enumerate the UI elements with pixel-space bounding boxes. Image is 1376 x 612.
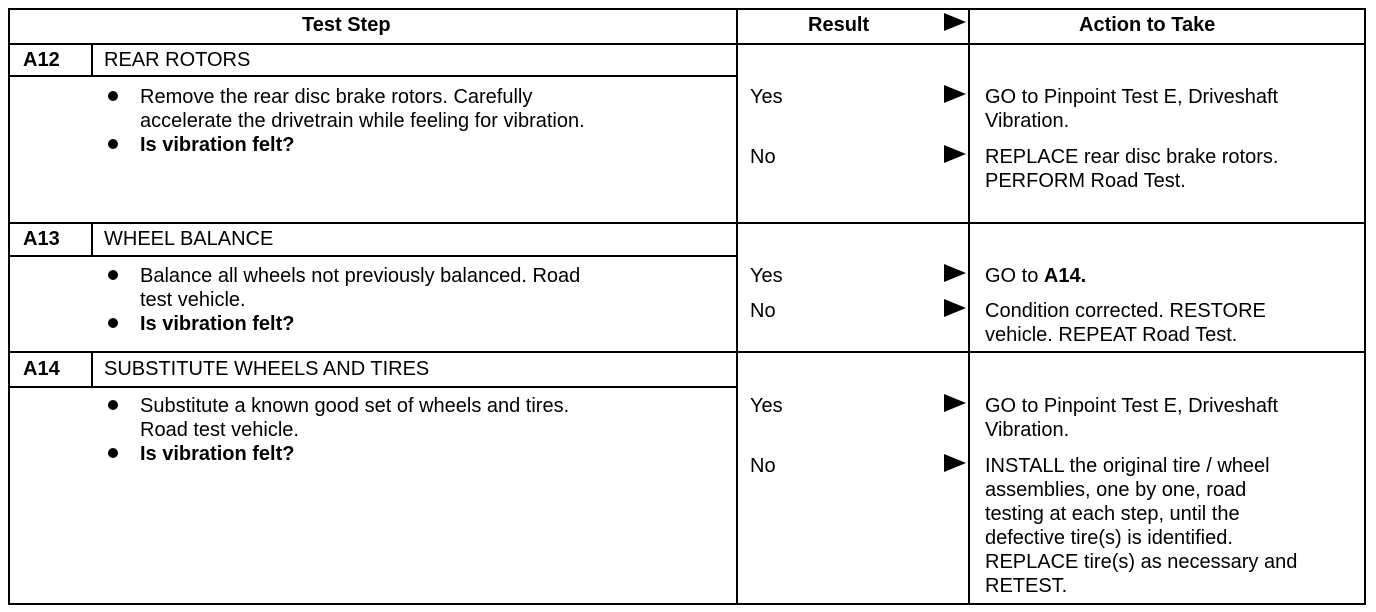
step-divider [10,222,1365,224]
instruction-line: Road test vehicle. [140,419,299,441]
result-no: No [750,455,776,477]
step-title: WHEEL BALANCE [104,228,274,250]
action-line: RETEST. [985,575,1068,597]
bullet-icon [108,400,118,410]
arrow-icon [944,454,966,472]
bullet-icon [108,318,118,328]
bullet-icon [108,270,118,280]
action-line: assemblies, one by one, road [985,479,1247,501]
header-arrow-icon [944,13,966,31]
action-line: Vibration. [985,419,1070,441]
action-line: testing at each step, until the [985,503,1240,525]
header-action: Action to Take [1079,14,1216,36]
header-result: Result [808,14,870,36]
step-id: A14 [23,358,60,380]
action-prefix: GO to [985,265,1044,287]
action-line: REPLACE rear disc brake rotors. [985,146,1279,168]
action-line: defective tire(s) is identified. [985,527,1233,549]
result-yes: Yes [750,395,783,417]
action-line: Condition corrected. RESTORE [985,300,1266,322]
arrow-icon [944,145,966,163]
step-id: A12 [23,49,60,71]
question: Is vibration felt? [140,134,295,156]
action-step-ref: A14. [1043,265,1087,287]
question: Is vibration felt? [140,443,295,465]
arrow-icon [944,299,966,317]
action-line [985,264,1086,288]
step-title-divider [10,386,737,388]
step-id: A13 [23,228,60,250]
result-column-divider [736,10,738,605]
action-line: GO to Pinpoint Test E, Driveshaft [985,395,1279,417]
action-column-divider [968,10,970,605]
instruction-line: Substitute a known good set of wheels and tires. [140,395,570,417]
header-test-step: Test Step [302,14,391,36]
step-divider [10,351,1365,353]
step-title-divider [10,75,737,77]
instruction-line: test vehicle. [140,289,246,311]
arrow-icon [944,85,966,103]
action-line: GO to Pinpoint Test E, Driveshaft [985,86,1279,108]
step-id-divider [91,45,93,75]
bullet-icon [108,448,118,458]
action-line: REPLACE tire(s) as necessary and [985,551,1298,573]
step-title: SUBSTITUTE WHEELS AND TIRES [104,358,430,380]
action-line: vehicle. REPEAT Road Test. [985,324,1238,346]
step-title-divider [10,255,737,257]
step-id-divider [91,353,93,386]
action-line: INSTALL the original tire / wheel [985,455,1270,477]
arrow-icon [944,264,966,282]
result-no: No [750,146,776,168]
result-yes: Yes [750,86,783,108]
question: Is vibration felt? [140,313,295,335]
action-line: PERFORM Road Test. [985,170,1186,192]
step-id-divider [91,224,93,255]
instruction-line: accelerate the drivetrain while feeling for vibration. [140,110,585,132]
result-yes: Yes [750,265,783,287]
header-divider [10,43,1365,45]
bullet-icon [108,139,118,149]
instruction-line: Balance all wheels not previously balanced. Road [140,265,581,287]
arrow-icon [944,394,966,412]
result-no: No [750,300,776,322]
bullet-icon [108,91,118,101]
action-line: Vibration. [985,110,1070,132]
instruction-line: Remove the rear disc brake rotors. Carefully [140,86,533,108]
step-title: REAR ROTORS [104,49,251,71]
